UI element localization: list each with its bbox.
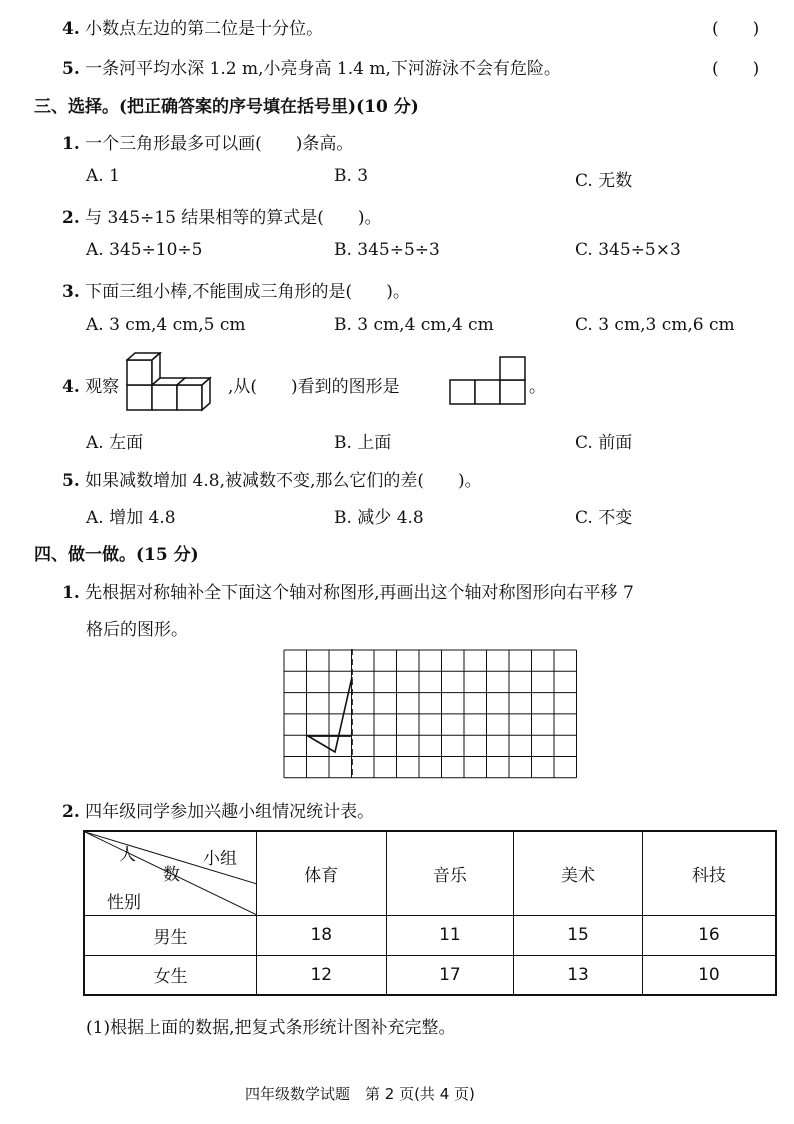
practice-q1-line1 [62, 578, 634, 603]
question-text: 下面三组小棒,不能围成三角形的是( )。 [85, 282, 410, 302]
table-cell: 10 [642, 955, 776, 995]
choice-q2 [62, 203, 382, 228]
table-cell: 12 [256, 955, 386, 995]
choice-q4-end: 。 [529, 377, 546, 397]
option-c: C. 前面 [575, 433, 633, 453]
practice-q2 [62, 797, 374, 822]
option-a: A. 345÷10÷5 [86, 240, 203, 260]
table-row [84, 915, 776, 955]
table-cell: 11 [386, 915, 514, 955]
judge-item-4 [62, 14, 323, 39]
option-a: A. 左面 [86, 433, 144, 453]
view-figure [449, 356, 529, 406]
question-text: 如果减数增加 4.8,被减数不变,那么它们的差( )。 [85, 471, 482, 491]
row-label: 男生 [84, 915, 256, 955]
option-a: A. 3 cm,4 cm,5 cm [86, 315, 246, 335]
question-number: 3. [62, 282, 80, 302]
option-b: B. 3 [334, 166, 369, 186]
table-corner-cell [84, 831, 256, 915]
choice-q4-lead [62, 372, 119, 397]
choice-q5 [62, 466, 482, 491]
table-cell: 18 [256, 915, 386, 955]
question-number: 5. [62, 471, 80, 491]
corner-group: 小组 [203, 849, 237, 869]
option-c: C. 345÷5×3 [575, 240, 681, 260]
option-b: B. 3 cm,4 cm,4 cm [334, 315, 494, 335]
choice-q1 [62, 129, 353, 154]
judge-item-5 [62, 54, 561, 79]
column-header: 音乐 [386, 831, 514, 915]
half-shape [308, 677, 352, 752]
option-b: B. 上面 [334, 433, 392, 453]
question-number: 2. [62, 208, 80, 228]
corner-ren: 人 [119, 845, 136, 865]
question-text: 四年级同学参加兴趣小组情况统计表。 [85, 802, 375, 822]
table-cell: 16 [642, 915, 776, 955]
item-text: 一条河平均水深 1.2 m,小亮身高 1.4 m,下河游泳不会有危险。 [85, 59, 561, 79]
option-b: B. 345÷5÷3 [334, 240, 440, 260]
grid-drawing-area[interactable] [283, 649, 578, 779]
row-label: 女生 [84, 955, 256, 995]
option-a: A. 增加 4.8 [86, 508, 176, 528]
column-header: 科技 [642, 831, 776, 915]
column-header: 美术 [514, 831, 643, 915]
item-number: 5. [62, 59, 80, 79]
table-cell: 13 [514, 955, 643, 995]
practice-q1-line2: 格后的图形。 [86, 620, 188, 640]
table-row [84, 955, 776, 995]
question-text: 与 345÷15 结果相等的算式是( )。 [85, 208, 382, 228]
item-text: 小数点左边的第二位是十分位。 [85, 19, 324, 39]
page-footer: 四年级数学试题 第 2 页(共 4 页) [245, 1085, 475, 1103]
item-number: 4. [62, 19, 80, 39]
question-text: 观察 [85, 377, 120, 397]
question-text: 先根据对称轴补全下面这个轴对称图形,再画出这个轴对称图形向右平移 7 [85, 583, 634, 603]
option-c: C. 无数 [575, 171, 633, 191]
table-cell: 17 [386, 955, 514, 995]
question-number: 1. [62, 583, 80, 603]
option-a: A. 1 [86, 166, 120, 186]
corner-gender: 性别 [107, 893, 141, 913]
corner-shu: 数 [163, 865, 180, 885]
answer-paren[interactable]: ( ) [712, 59, 760, 79]
choice-q4-mid: ,从( )看到的图形是 [228, 377, 400, 397]
option-c: C. 3 cm,3 cm,6 cm [575, 315, 735, 335]
question-text: 一个三角形最多可以画( )条高。 [85, 134, 354, 154]
option-c: C. 不变 [575, 508, 633, 528]
table-cell: 15 [514, 915, 643, 955]
question-number: 2. [62, 802, 80, 822]
cube-solid-figure [126, 352, 228, 412]
grid-lines [284, 650, 577, 778]
choice-q3 [62, 277, 410, 302]
question-number: 4. [62, 377, 80, 397]
section-title-choice: 三、选择。(把正确答案的序号填在括号里)(10 分) [34, 97, 419, 117]
statistics-table [83, 830, 777, 996]
practice-q2-sub1: (1)根据上面的数据,把复式条形统计图补充完整。 [86, 1018, 456, 1038]
section-title-practice: 四、做一做。(15 分) [34, 545, 199, 565]
question-number: 1. [62, 134, 80, 154]
answer-paren[interactable]: ( ) [712, 19, 760, 39]
column-header: 体育 [256, 831, 386, 915]
option-b: B. 减少 4.8 [334, 508, 424, 528]
